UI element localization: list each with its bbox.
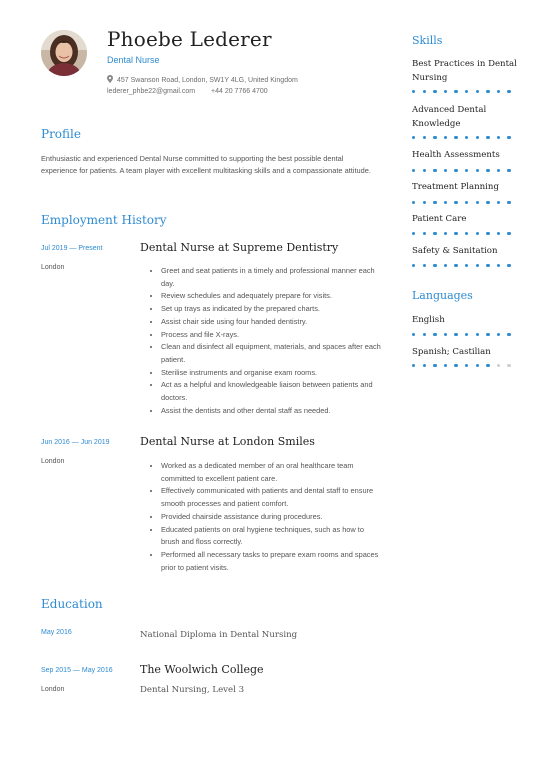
languages-heading: Languages [412, 289, 473, 302]
skill-label: Treatment Planning [412, 182, 499, 192]
rating-dot [423, 201, 426, 204]
skill-label: Patient Care [412, 214, 467, 224]
education-degree: Dental Nursing, Level 3 [140, 685, 245, 695]
rating-dot [507, 201, 510, 204]
profile-text: Enthusiastic and experienced Dental Nurse committed to supporting the best possible dental experience for patients. A team player with excellent multitasking skills and a compassionate attitude. [41, 154, 371, 176]
skill-label: Health Assessments [412, 150, 500, 160]
rating-dot [444, 201, 447, 204]
list-item: • Assist the dentists and other dental staff as needed. [161, 405, 381, 418]
rating-dot [423, 90, 426, 93]
rating-dot [465, 264, 468, 267]
rating-dot [444, 264, 447, 267]
address-line [107, 75, 298, 85]
rating-dot [486, 232, 489, 235]
rating-dot [433, 333, 436, 336]
rating-dot [412, 333, 415, 336]
rating-dot [423, 264, 426, 267]
job-bullets [150, 460, 381, 574]
rating-dot [433, 232, 436, 235]
education-name: National Diploma in Dental Nursing [140, 630, 298, 640]
candidate-role: Dental Nurse [107, 55, 160, 65]
rating-dot [497, 90, 500, 93]
list-item: • Worked as a dedicated member of an oral healthcare team committed to excellent patient care. [161, 460, 381, 485]
skill-label: Advanced Dental Knowledge [412, 105, 487, 129]
rating-dot [476, 90, 479, 93]
rating-dot [423, 136, 426, 139]
rating-dot [412, 232, 415, 235]
job-title: Dental Nurse at London Smiles [140, 435, 315, 448]
rating-dot [476, 169, 479, 172]
job-bullets [150, 265, 381, 417]
rating-dot [497, 232, 500, 235]
rating-dot [507, 232, 510, 235]
rating-dot [507, 333, 510, 336]
rating-dot [433, 264, 436, 267]
job-title: Dental Nurse at Supreme Dentistry [140, 241, 339, 254]
list-item: • Educated patients on oral hygiene techniques, such as how to brush and floss correctly. [161, 524, 381, 549]
rating-dot [454, 264, 457, 267]
list-item: • Review schedules and adequately prepare for visits. [161, 290, 381, 303]
education-school: The Woolwich College [140, 663, 264, 676]
rating-dot [476, 333, 479, 336]
rating-dot [444, 333, 447, 336]
address-text: 457 Swanson Road, London, SW1Y 4LG, United Kingdom [117, 77, 298, 84]
list-item: • Effectively communicated with patients and dental staff to ensure smooth processes and patient comfort. [161, 485, 381, 510]
rating-dot [476, 364, 479, 367]
skills-heading: Skills [412, 34, 443, 47]
rating-dot [454, 333, 457, 336]
rating-dot [465, 232, 468, 235]
rating-dot [433, 90, 436, 93]
list-item: • Greet and seat patients in a timely and professional manner each day. [161, 265, 381, 290]
rating-dot [507, 136, 510, 139]
rating-dot [497, 201, 500, 204]
contact-line [107, 88, 268, 95]
rating-dot [465, 169, 468, 172]
rating-dot [444, 136, 447, 139]
rating-dot [444, 169, 447, 172]
rating-dot [433, 201, 436, 204]
rating-dot [423, 169, 426, 172]
rating-dot [465, 136, 468, 139]
list-item: • Assist chair side using four handed dentistry. [161, 316, 381, 329]
list-item: • Clean and disinfect all equipment, materials, and spaces after each patient. [161, 341, 381, 366]
rating-dot [412, 169, 415, 172]
rating-dot [497, 364, 500, 367]
rating-dot [476, 264, 479, 267]
rating-dot [507, 90, 510, 93]
list-item: • Process and file X-rays. [161, 329, 381, 342]
rating-dot [476, 201, 479, 204]
job-dates: Jul 2019 — Present [41, 245, 103, 252]
rating-dot [454, 169, 457, 172]
avatar [41, 30, 87, 76]
rating-dot [444, 90, 447, 93]
rating-dot [507, 169, 510, 172]
rating-dot [412, 364, 415, 367]
list-item: • Performed all necessary tasks to prepare exam rooms and spaces prior to patient visits. [161, 549, 381, 574]
rating-dot [433, 364, 436, 367]
education-dates: May 2016 [41, 629, 72, 636]
skill-label: Best Practices in Dental Nursing [412, 59, 517, 83]
rating-dot [486, 201, 489, 204]
education-heading: Education [41, 597, 103, 611]
rating-dot [486, 364, 489, 367]
rating-dot [507, 264, 510, 267]
rating-dot [486, 169, 489, 172]
rating-dot [465, 90, 468, 93]
rating-dot [412, 90, 415, 93]
rating-dot [412, 264, 415, 267]
job-location: London [41, 264, 65, 271]
rating-dot [423, 364, 426, 367]
education-dates: Sep 2015 — May 2016 [41, 667, 113, 674]
rating-dot [423, 232, 426, 235]
rating-dot [412, 136, 415, 139]
rating-dot [412, 201, 415, 204]
rating-dot [486, 264, 489, 267]
rating-dot [476, 136, 479, 139]
list-item: • Sterilise instruments and organise exam rooms. [161, 367, 381, 380]
list-item: • Set up trays as indicated by the prepared charts. [161, 303, 381, 316]
rating-dot [486, 136, 489, 139]
rating-dot [423, 333, 426, 336]
list-item: • Act as a helpful and knowledgeable liaison between patients and doctors. [161, 379, 381, 404]
rating-dot [465, 364, 468, 367]
rating-dot [454, 232, 457, 235]
skill-label: Safety & Sanitation [412, 246, 498, 256]
map-pin-icon [107, 75, 113, 85]
rating-dot [454, 364, 457, 367]
rating-dot [444, 232, 447, 235]
rating-dot [465, 333, 468, 336]
language-label: Spanish; Castilian [412, 347, 491, 357]
rating-dot [486, 90, 489, 93]
email-link[interactable]: lederer_phbe22@gmail.com [107, 88, 196, 95]
rating-dot [497, 333, 500, 336]
rating-dot [465, 201, 468, 204]
rating-dot [497, 264, 500, 267]
education-location: London [41, 686, 65, 693]
job-dates: Jun 2016 — Jun 2019 [41, 439, 110, 446]
rating-dot [433, 136, 436, 139]
employment-heading: Employment History [41, 213, 167, 227]
rating-dot [497, 136, 500, 139]
rating-dot [476, 232, 479, 235]
rating-dot [454, 136, 457, 139]
candidate-name: Phoebe Lederer [107, 27, 272, 51]
rating-dot [444, 364, 447, 367]
rating-dot [433, 169, 436, 172]
rating-dot [507, 364, 510, 367]
profile-heading: Profile [41, 127, 81, 141]
language-label: English [412, 315, 445, 325]
phone-text: +44 20 7766 4700 [211, 88, 268, 95]
rating-dot [454, 90, 457, 93]
rating-dot [454, 201, 457, 204]
list-item: • Provided chairside assistance during procedures. [161, 511, 381, 524]
rating-dot [486, 333, 489, 336]
rating-dot [497, 169, 500, 172]
job-location: London [41, 458, 65, 465]
